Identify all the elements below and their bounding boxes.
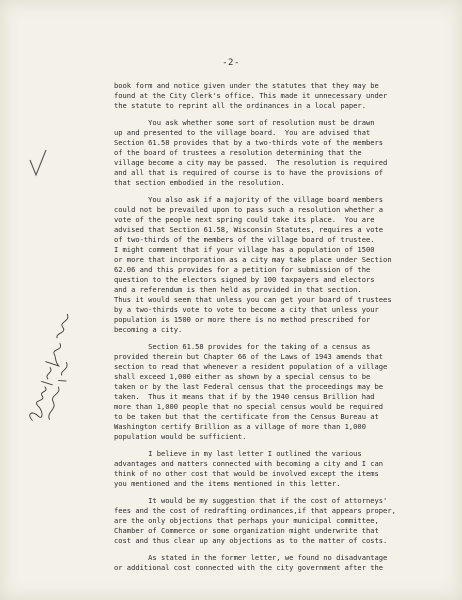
text-line: by a two-thirds vote to vote to become a city that unless your — [114, 305, 379, 314]
text-line: I believe in my last letter I outlined the various — [114, 449, 362, 458]
text-line: could not be prevailed upon to pass such a resolution whether a — [114, 205, 384, 214]
text-line: up and presented to the village board. You are advised that — [114, 128, 371, 137]
text-line: more than 1,000 people that no special census would be required — [114, 402, 384, 411]
paragraph — [114, 553, 448, 573]
text-line: question to the electors signed by 100 taxpayers and electors — [114, 275, 375, 284]
text-line: to be taken but that the certificate from the Census Bureau at — [114, 412, 379, 421]
text-line: I might comment that if your village has a population of 1500 — [114, 245, 375, 254]
text-line: of the board of trustees a resolution determining that the — [114, 148, 362, 157]
letter-body — [114, 81, 448, 580]
text-line: Section 61.58 provides for the taking of a census as — [114, 342, 371, 351]
text-line: the statute to reprint all the ordinances in a local paper. — [114, 101, 366, 110]
paragraph — [114, 81, 448, 111]
text-line: Washington certify Brillion as a village of more than 1,000 — [114, 422, 366, 431]
text-line: population would be sufficient. — [114, 432, 247, 441]
text-line: Chamber of Commerce or some organization might underwrite that — [114, 526, 379, 535]
paragraph — [114, 342, 448, 442]
handwritten-margin-note — [18, 301, 91, 431]
text-line: and all that is required of course is to have the provisions of — [114, 168, 384, 177]
text-line: that section embodied in the resolution. — [114, 178, 285, 187]
page-number: -2- — [222, 58, 240, 68]
text-line: Thus it would seem that unless you can get your board of trustees — [114, 295, 392, 304]
text-line: taken or by the last Federal census that the proceedings may be — [114, 382, 384, 391]
text-line: becoming a city. — [114, 325, 183, 334]
text-line: and a referendum is then held as provided in that section. — [114, 285, 362, 294]
text-line: book form and notice given under the statutes that they may be — [114, 81, 379, 90]
checkmark-icon — [28, 148, 48, 178]
text-line: taken. Thus it means that if by the 1940 census Brillion had — [114, 392, 375, 401]
text-line: Section 61.58 provides that by a two-thirds vote of the members — [114, 138, 384, 147]
text-line: shall exceed 1,000 either as shown by a special census to be — [114, 372, 371, 381]
text-line: or additional cost connected with the city government after the — [114, 563, 384, 572]
text-line: vote of the people next spring could take its place. You are — [114, 215, 375, 224]
text-line: are the only objections that perhaps your municipal committee, — [114, 516, 379, 525]
text-line: provided therein but Chapter 66 of the Laws of 1943 amends that — [114, 352, 384, 361]
text-line: you mentioned and the items mentioned in this letter. — [114, 479, 341, 488]
text-line: or more that incorporation as a city may take place under Section — [114, 255, 392, 264]
paragraph — [114, 449, 448, 489]
text-line: population is 1500 or more there is no method prescribed for — [114, 315, 371, 324]
text-line: It would be my suggestion that if the cost of attorneys' — [114, 496, 388, 505]
text-line: As stated in the former letter, we found no disadvantage — [114, 553, 388, 562]
text-line: advised that Section 61.58, Wisconsin Statutes, requires a vote — [114, 225, 384, 234]
text-line: section to read that whenever a resident population of a village — [114, 362, 388, 371]
text-line: 62.06 and this provides for a petition for submission of the — [114, 265, 371, 274]
text-line: You ask whether some sort of resolution must be drawn — [114, 118, 375, 127]
paragraph — [114, 195, 448, 335]
paragraph — [114, 118, 448, 188]
text-line: advantages and matters connected with becoming a city and I can — [114, 459, 384, 468]
text-line: cost and thus clear up any objections as to the matter of costs. — [114, 536, 388, 545]
text-line: village become a city may be passed. The resolution is required — [114, 158, 388, 167]
text-line: think of no other cost that would be involved except the items — [114, 469, 379, 478]
text-line: of two-thirds of the members of the village board of trustee. — [114, 235, 375, 244]
text-line: found at the City Clerk's office. This made it unnecessary under — [114, 91, 388, 100]
text-line: fees and the cost of redrafting ordinances,if that appears proper, — [114, 506, 396, 515]
paragraph — [114, 496, 448, 546]
text-line: You also ask if a majority of the village board members — [114, 195, 384, 204]
